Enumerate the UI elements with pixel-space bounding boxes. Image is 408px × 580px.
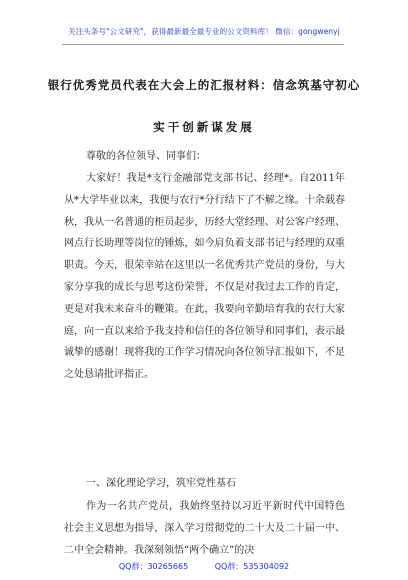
document-title-line2: 实干创新谋发展 [153, 120, 255, 134]
paragraph-intro: 大家好！我是*支行金融部党支部书记、经理*。自2011年从*大学毕业以来，我便与农行*分行结下了不解之缘。十余载春秋，我从一名普通的柜员起步，历经大堂经理、对公客户经理、网点行长助理等岗位的锤炼，如今肩负着支部书记与经理的双重职责。今天，很荣幸站在这里以一名优秀共产党员的身份，与大家分享我的成长与思考这份荣誉，不仅是对我过去工作的肯定，更是对我未来奋斗的鞭策。在此，我要向辛勤培育我的农行大家庭，向一直以来给予我支持和信任的各位领导和同事们，表示最诚挚的感谢！现将我的工作学习情况向各位领导汇报如下，不足之处恳请批评指正。 [64, 173, 345, 381]
header-divider [62, 44, 344, 45]
header-banner: 关注头条号"公文研究"，获得最新最全最专业的公文资料库！ 微信：gongwenyj [68, 27, 340, 36]
footer [0, 561, 408, 572]
footer-qq-group-2: QQ群：535304092 [214, 562, 290, 571]
paragraph-section1: 作为一名共产党员，我始终坚持以习近平新时代中国特色社会主义思想为指导，深入学习贯彻党的二十大及二十届一中、二中全会精神。我深刻领悟“两个确立”的决 [64, 501, 345, 556]
document-title-line1: 银行优秀党员代表在大会上的汇报材料：信念筑基守初心 [47, 78, 361, 92]
section-heading-1: 一、深化理论学习，筑牢党性基石 [86, 478, 236, 489]
footer-qq-group-1: QQ群：30265665 [118, 562, 189, 571]
salutation: 尊敬的各位领导、同事们： [86, 151, 206, 162]
